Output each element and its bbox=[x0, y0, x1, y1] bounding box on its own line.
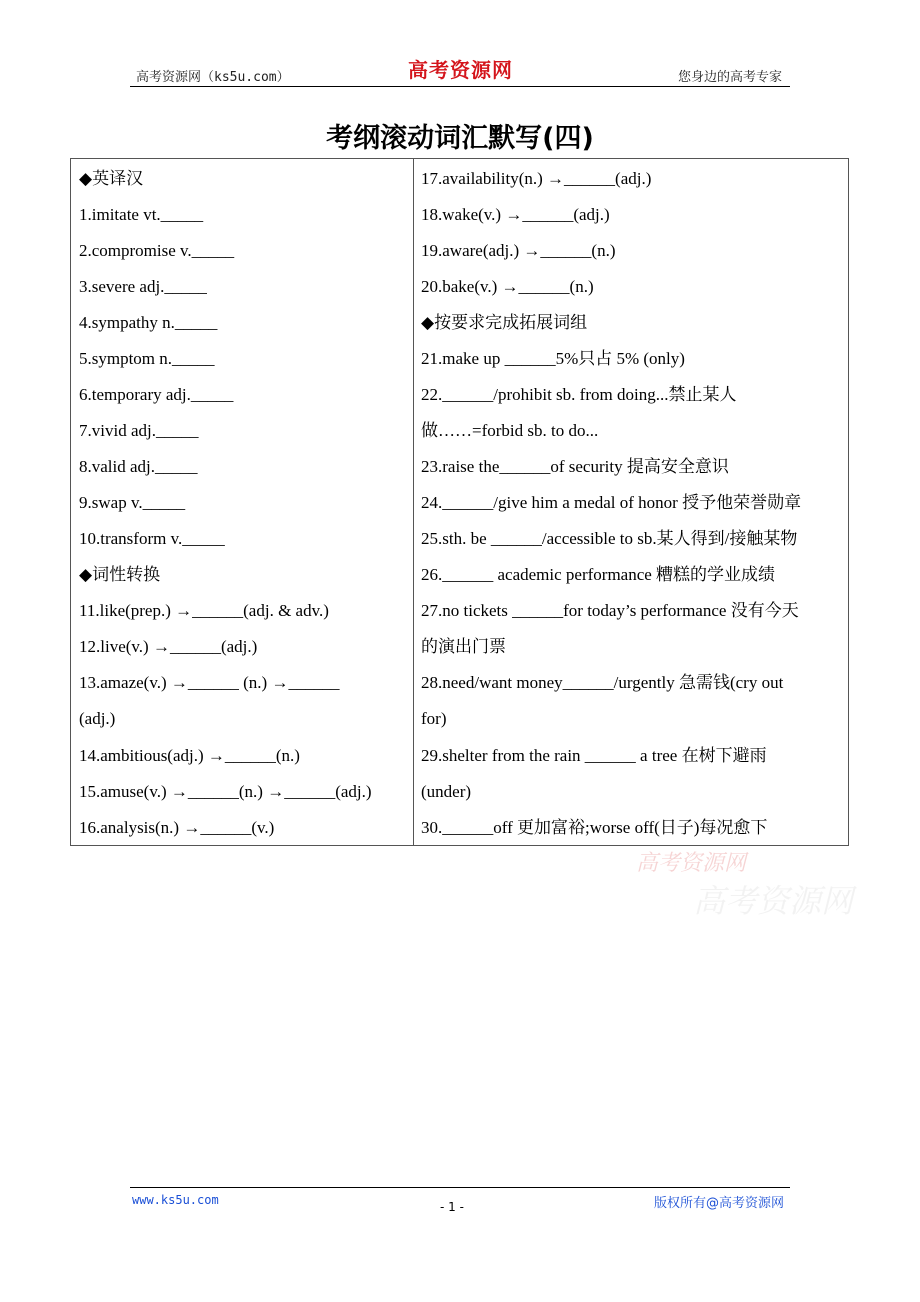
header-logo: 高考资源网 bbox=[408, 58, 513, 82]
exercise-item: 15.amuse(v.) →______(n.) →______(adj.) bbox=[79, 782, 372, 801]
exercise-item: 8.valid adj._____ bbox=[79, 457, 198, 476]
exercise-item: 9.swap v._____ bbox=[79, 493, 186, 512]
exercise-item: 29.shelter from the rain ______ a tree 在树下避雨 bbox=[421, 746, 767, 765]
section-heading: ◆词性转换 bbox=[79, 565, 161, 584]
exercise-item: 27.no tickets ______for today’s performance 没有今天 bbox=[421, 601, 799, 620]
exercise-item-continued: (under) bbox=[421, 782, 472, 801]
exercise-item: 16.analysis(n.) →______(v.) bbox=[79, 818, 275, 837]
exercise-item: 12.live(v.) →______(adj.) bbox=[79, 637, 258, 656]
exercise-item-continued: (adj.) bbox=[79, 709, 116, 728]
exercise-item: 2.compromise v._____ bbox=[79, 241, 235, 260]
exercise-item: 1.imitate vt._____ bbox=[79, 205, 204, 224]
right-column bbox=[414, 159, 848, 845]
exercise-item: 5.symptom n._____ bbox=[79, 349, 215, 368]
exercise-item: 6.temporary adj._____ bbox=[79, 385, 234, 404]
exercise-item: 17.availability(n.) →______(adj.) bbox=[421, 169, 652, 188]
exercise-item: 14.ambitious(adj.) →______(n.) bbox=[79, 746, 300, 765]
exercise-item: 11.like(prep.) →______(adj. & adv.) bbox=[79, 601, 329, 620]
header-slogan: 您身边的高考专家 bbox=[677, 70, 782, 85]
exercise-item: 20.bake(v.) →______(n.) bbox=[421, 277, 594, 296]
exercise-item-continued: for) bbox=[421, 709, 447, 728]
left-column bbox=[71, 159, 414, 845]
exercise-item: 30.______off 更加富裕;worse off(日子)每况愈下 bbox=[421, 818, 768, 837]
exercise-item-continued: 做……=forbid sb. to do... bbox=[421, 421, 599, 440]
page-title: 考纲滚动词汇默写(四) bbox=[326, 123, 594, 154]
exercise-item: 4.sympathy n._____ bbox=[79, 313, 218, 332]
exercise-item: 19.aware(adj.) →______(n.) bbox=[421, 241, 616, 260]
footer-url-link[interactable]: www.ks5u.com bbox=[132, 1193, 219, 1207]
exercise-item: 24.______/give him a medal of honor 授予他荣誉勋章 bbox=[421, 493, 802, 512]
section-heading: ◆英译汉 bbox=[79, 169, 144, 188]
page-number: - 1 - bbox=[440, 1200, 464, 1214]
watermark-small: 高考资源网 bbox=[636, 851, 747, 876]
page-header bbox=[130, 52, 790, 87]
exercise-item: 3.severe adj._____ bbox=[79, 277, 207, 296]
exercise-item: 13.amaze(v.) →______ (n.) →______ bbox=[79, 673, 340, 692]
exercise-item-continued: 的演出门票 bbox=[421, 637, 506, 656]
page-footer bbox=[130, 1187, 790, 1214]
exercise-item: 21.make up ______5%只占 5% (only) bbox=[421, 349, 685, 368]
footer-copyright: 版权所有@高考资源网 bbox=[653, 1196, 784, 1211]
exercise-item: 28.need/want money______/urgently 急需钱(cry out bbox=[421, 673, 784, 692]
exercise-item: 18.wake(v.) →______(adj.) bbox=[421, 205, 610, 224]
exercise-item: 23.raise the______of security 提高安全意识 bbox=[421, 457, 729, 476]
exercise-item: 10.transform v._____ bbox=[79, 529, 225, 548]
section-heading: ◆按要求完成拓展词组 bbox=[421, 313, 588, 332]
exercise-item: 25.sth. be ______/accessible to sb.某人得到/接触某物 bbox=[421, 529, 798, 548]
exercise-item: 26.______ academic performance 糟糕的学业成绩 bbox=[421, 565, 776, 584]
watermark-large: 高考资源网 bbox=[693, 882, 854, 920]
exercise-table bbox=[70, 158, 849, 846]
exercise-item: 7.vivid adj._____ bbox=[79, 421, 199, 440]
exercise-item: 22.______/prohibit sb. from doing...禁止某人 bbox=[421, 385, 737, 404]
header-site-name: 高考资源网（ks5u.com） bbox=[136, 70, 290, 85]
